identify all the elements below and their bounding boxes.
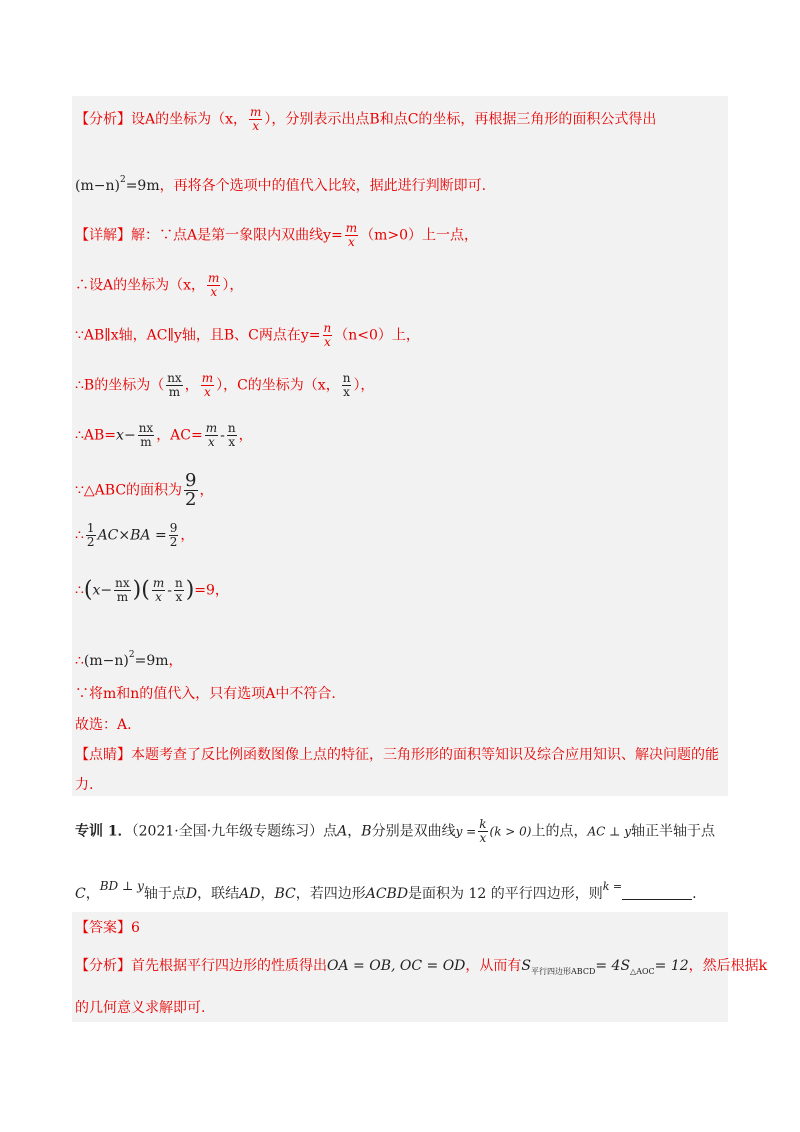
fraction-denominator: x bbox=[343, 385, 350, 399]
fraction-numerator: nx bbox=[115, 576, 130, 590]
choose-line bbox=[75, 715, 132, 735]
fraction-denominator: x bbox=[348, 235, 355, 249]
fraction bbox=[174, 577, 184, 604]
fraction-numerator: k bbox=[479, 817, 487, 831]
fraction bbox=[323, 322, 333, 349]
fraction-denominator: x bbox=[228, 435, 236, 449]
equation: = 4S bbox=[595, 958, 631, 974]
analysis-text: 的几何意义求解即可. bbox=[75, 1000, 206, 1016]
exercise-end: . bbox=[692, 886, 697, 902]
fraction-denominator: m bbox=[116, 590, 129, 604]
fraction-numerator: nx bbox=[167, 371, 182, 385]
fraction-numerator: nx bbox=[138, 421, 154, 435]
step-text: ，AC= bbox=[156, 427, 203, 444]
right-paren: ) bbox=[185, 577, 195, 603]
step-text: ）， bbox=[222, 277, 244, 294]
fraction-numerator: n bbox=[342, 371, 351, 385]
segment-bc: BC bbox=[274, 886, 296, 902]
step-3 bbox=[75, 372, 374, 399]
exercise-source: （2021·全国·九年级专题练习）点 bbox=[131, 823, 338, 840]
fraction bbox=[342, 372, 352, 399]
fraction-denominator: x bbox=[210, 285, 218, 299]
left-paren: ( bbox=[83, 577, 93, 603]
point-b: B bbox=[361, 823, 372, 840]
equation: = 12 bbox=[654, 958, 689, 974]
fraction bbox=[345, 222, 358, 249]
analysis-text: ，然后根据k bbox=[688, 958, 768, 974]
fraction-numerator: m bbox=[201, 371, 214, 385]
analysis-text: 设A的坐标为（x， bbox=[131, 111, 248, 128]
fraction-numerator: m bbox=[345, 221, 358, 235]
condition: (k > 0) bbox=[489, 824, 532, 839]
exercise-text: ，联结 bbox=[197, 886, 240, 902]
fraction bbox=[166, 372, 183, 399]
analysis-text: ，从而有 bbox=[465, 958, 522, 974]
analysis-tag: 【分析】 bbox=[75, 958, 131, 974]
fraction bbox=[207, 272, 220, 299]
fraction-numerator: n bbox=[174, 576, 183, 590]
analysis-tag: 【分析】 bbox=[75, 111, 131, 128]
analysis-line-b bbox=[75, 956, 767, 982]
answer-tag: 【答案】 bbox=[75, 920, 131, 936]
step-text: ∵△ABC的面积为 bbox=[75, 482, 183, 499]
answer-line bbox=[75, 918, 140, 938]
exercise-text: 是面积为 12 的平行四边形，则 bbox=[408, 886, 603, 902]
fraction-denominator: m bbox=[140, 435, 152, 449]
fraction-denominator: 2 bbox=[86, 535, 95, 549]
fraction-denominator: x bbox=[155, 590, 162, 604]
step-4 bbox=[75, 422, 253, 449]
equation: y = bbox=[455, 824, 477, 839]
detail-tag: 【详解】 bbox=[75, 227, 131, 244]
comment-text: 本题考查了反比例函数图像上点的特征，三角形形的面积等知识及综合应用知识、解决问题的能 bbox=[131, 747, 719, 763]
analysis-line-2 bbox=[75, 170, 486, 196]
step-6 bbox=[75, 522, 194, 549]
step-text: ， bbox=[199, 482, 214, 499]
expression: AC×BA = bbox=[97, 527, 167, 544]
step-8 bbox=[75, 645, 183, 671]
fraction-denominator: x bbox=[175, 590, 183, 604]
formula-rhs: =9m bbox=[134, 653, 169, 669]
fraction-denominator: x bbox=[252, 119, 260, 133]
operator: - bbox=[220, 427, 225, 444]
left-paren: ( bbox=[141, 577, 150, 603]
area-subscript: △AOC bbox=[630, 967, 655, 976]
equation: OA = OB, OC = OD bbox=[327, 958, 466, 974]
point-c: C bbox=[75, 886, 86, 902]
fraction-denominator: m bbox=[168, 385, 181, 399]
right-paren: ) bbox=[132, 577, 142, 603]
step-text: ， bbox=[238, 427, 253, 444]
formula: (m−n) bbox=[83, 653, 129, 669]
fraction-denominator: x bbox=[323, 335, 331, 349]
fraction-numerator: n bbox=[227, 421, 236, 435]
perpendicular: BD ⊥ y bbox=[99, 879, 144, 893]
step-text: ）， bbox=[353, 377, 375, 394]
step-text: ∴AB= bbox=[75, 427, 117, 444]
therefore-symbol: ∴ bbox=[75, 582, 84, 599]
fraction-numerator: m bbox=[250, 105, 262, 119]
analysis-line-b2 bbox=[75, 998, 205, 1018]
fraction bbox=[152, 577, 165, 604]
point-d: D bbox=[185, 886, 198, 902]
fraction-denominator: x bbox=[204, 385, 211, 399]
fraction bbox=[86, 522, 96, 549]
separator: ， bbox=[347, 823, 362, 840]
k-equals: k = bbox=[602, 880, 623, 893]
separator: ， bbox=[85, 886, 100, 902]
fraction-denominator: 2 bbox=[185, 489, 197, 510]
exercise-text: 上的点， bbox=[531, 823, 588, 840]
formula-rhs: =9m bbox=[125, 178, 160, 194]
fraction-numerator: m bbox=[152, 576, 165, 590]
step-text: ∴B的坐标为（ bbox=[75, 377, 165, 394]
step-2 bbox=[75, 322, 420, 349]
answer-blank bbox=[622, 885, 692, 900]
formula-exponent: 2 bbox=[119, 175, 126, 185]
fraction-numerator: 9 bbox=[169, 521, 178, 535]
step-text: （n<0）上， bbox=[334, 327, 420, 344]
fraction bbox=[227, 422, 237, 449]
fraction-numerator: 9 bbox=[185, 470, 197, 491]
fraction-denominator: 2 bbox=[169, 535, 178, 549]
variable: x bbox=[92, 582, 101, 599]
operator: − bbox=[123, 427, 136, 444]
analysis-text: ），分别表示出点B和点C的坐标，再根据三角形的面积公式得出 bbox=[264, 111, 657, 128]
answer-value: 6 bbox=[131, 920, 140, 936]
operator: - bbox=[167, 582, 172, 599]
analysis-text: 首先根据平行四边形的性质得出 bbox=[131, 958, 327, 974]
comment-text: 力. bbox=[75, 777, 94, 793]
choose-text: 故选：A. bbox=[75, 717, 132, 733]
analysis-line-1 bbox=[75, 106, 656, 133]
step-text: ∵AB∥x轴，AC∥y轴，且B、C两点在y= bbox=[75, 327, 321, 344]
fraction bbox=[249, 106, 262, 133]
exercise-label: 专训 1． bbox=[75, 823, 132, 840]
comment-line-2 bbox=[75, 775, 93, 795]
exercise-text: 轴正半轴于点 bbox=[631, 823, 716, 840]
step-text: ∵将m和n的值代入，只有选项A中不符合. bbox=[75, 686, 336, 702]
step-7 bbox=[75, 577, 229, 604]
separator: ， bbox=[260, 886, 275, 902]
fraction bbox=[114, 577, 131, 604]
therefore-symbol: ∴ bbox=[75, 527, 84, 544]
perpendicular: AC ⊥ y bbox=[587, 824, 632, 839]
fraction bbox=[205, 422, 218, 449]
area-subscript: 平行四边形ABCD bbox=[531, 967, 596, 976]
therefore-symbol: ∴ bbox=[75, 653, 84, 669]
formula-exponent: 2 bbox=[128, 650, 135, 660]
step-1 bbox=[75, 272, 243, 299]
comment-tag: 【点睛】 bbox=[75, 747, 131, 763]
separator: ， bbox=[184, 377, 199, 394]
fraction bbox=[201, 372, 214, 399]
exercise-line-2 bbox=[75, 876, 697, 904]
step-9 bbox=[75, 684, 336, 704]
fraction bbox=[184, 472, 197, 509]
formula: (m−n) bbox=[75, 178, 120, 194]
fraction bbox=[169, 522, 179, 549]
exercise-line-1 bbox=[75, 818, 715, 845]
comment-line-1 bbox=[75, 745, 719, 765]
fraction bbox=[478, 818, 487, 845]
step-text: =9， bbox=[194, 582, 229, 599]
step-text: ， bbox=[180, 527, 195, 544]
exercise-text: 轴于点 bbox=[143, 886, 186, 902]
area-symbol: S bbox=[521, 958, 532, 974]
step-text: ），C的坐标为（x， bbox=[216, 377, 340, 394]
detail-text: （m>0）上一点， bbox=[360, 227, 479, 244]
detail-text: 解：∵点A是第一象限内双曲线y= bbox=[131, 227, 343, 244]
exercise-text: 分别是双曲线 bbox=[371, 823, 456, 840]
fraction-denominator: x bbox=[208, 435, 215, 449]
analysis-text: ，再将各个选项中的值代入比较，据此进行判断即可. bbox=[159, 178, 487, 194]
exercise-text: ，若四边形 bbox=[295, 886, 366, 902]
fraction-numerator: m bbox=[205, 421, 218, 435]
detail-line bbox=[75, 222, 478, 249]
variable: x bbox=[116, 427, 124, 444]
fraction bbox=[138, 422, 155, 449]
step-5 bbox=[75, 472, 214, 509]
step-text: ， bbox=[168, 653, 183, 669]
step-text: ∴设A的坐标为（x， bbox=[75, 277, 206, 294]
fraction-numerator: 1 bbox=[86, 521, 95, 535]
fraction-numerator: n bbox=[323, 321, 332, 335]
fraction-numerator: m bbox=[208, 271, 220, 285]
segment-ad: AD bbox=[239, 886, 261, 902]
point-a: A bbox=[337, 823, 348, 840]
quadrilateral: ACBD bbox=[365, 886, 409, 902]
fraction-denominator: x bbox=[479, 831, 487, 845]
operator: − bbox=[100, 582, 113, 599]
